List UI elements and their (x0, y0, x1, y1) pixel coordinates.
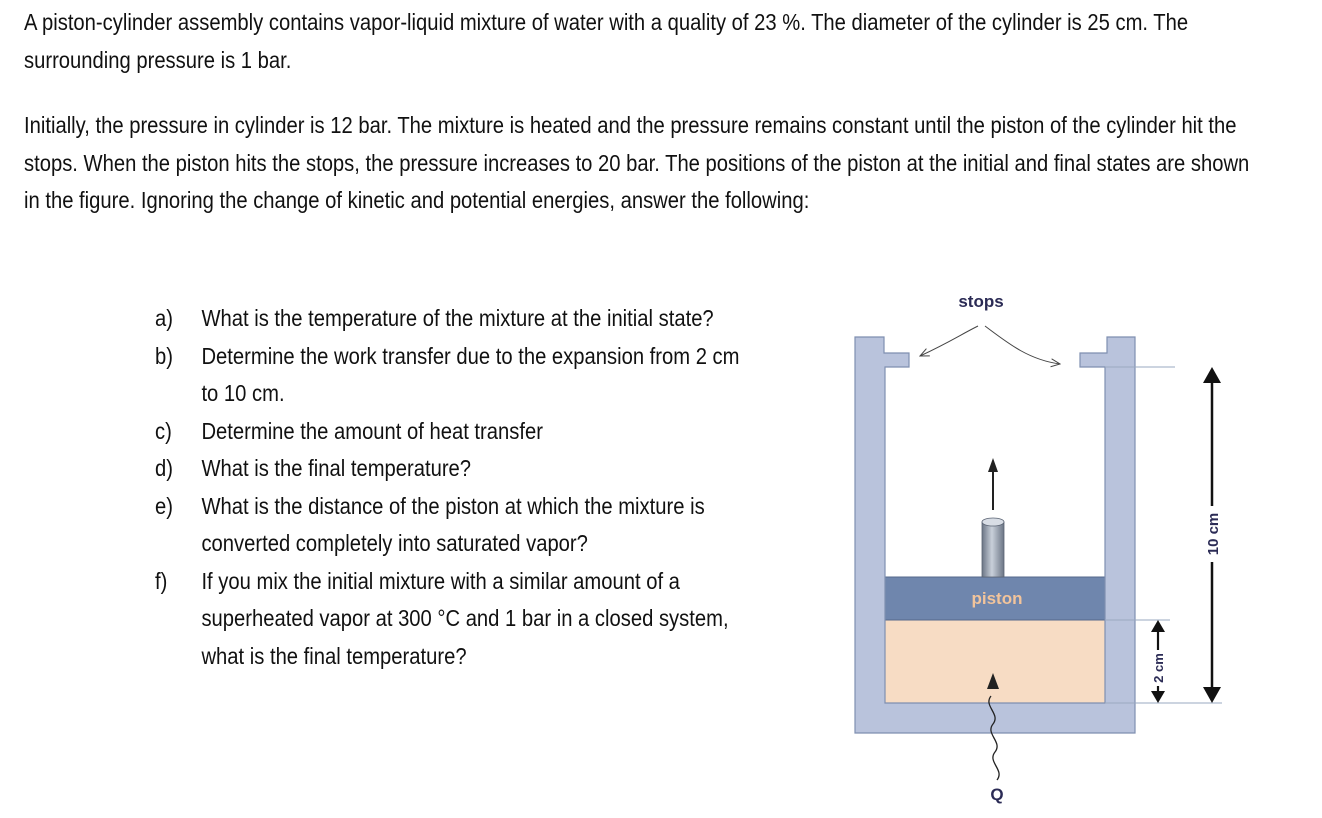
question-text: What is the temperature of the mixture at the initial state? (201, 305, 714, 331)
stops-pointer-left (920, 326, 978, 356)
question-text: If you mix the initial mixture with a similar amount of a superheated vapor at 300 °C and 1 bar in a closed system, what is the final temperature? (201, 567, 729, 669)
piston-rod (982, 518, 1004, 577)
heat-label: Q (990, 785, 1004, 804)
question-label: a) (155, 305, 173, 331)
stops-pointer-right (985, 326, 1060, 364)
fluid-region (885, 620, 1105, 703)
dimension-10cm-label: 10 cm (1205, 512, 1222, 556)
stops-label: stops (958, 292, 1004, 311)
question-text: What is the distance of the piston at which the mixture is converted completely into saturated vapor? (201, 492, 705, 556)
motion-arrow-icon (988, 458, 998, 510)
question-text: Determine the amount of heat transfer (201, 417, 543, 444)
problem-intro: A piston-cylinder assembly contains vapor-liquid mixture of water with a quality of 23 %. The diameter of the cylinder is 25 cm. The surrounding pressure is 1 bar. (24, 9, 1189, 73)
question-text: Determine the work transfer due to the expansion from 2 cm to 10 cm. (201, 342, 740, 406)
piston-label: piston (971, 589, 1023, 608)
question-label: f) (155, 567, 168, 594)
question-label: b) (155, 342, 173, 369)
problem-description: Initially, the pressure in cylinder is 12 bar. The mixture is heated and the pressure remains constant until the piston of the cylinder hit the stops. When the piston hits the stops, the pressure increases to 20 bar. The positions of the piston at the initial and final states are shown in the figure. Ignoring the change of kinetic and potential energies, answer the following: (24, 112, 1250, 213)
question-label: c) (155, 417, 172, 444)
question-label: d) (155, 455, 173, 481)
question-text: What is the final temperature? (201, 455, 472, 481)
dimension-2cm-label: 2 cm (1151, 653, 1166, 683)
question-label: e) (155, 492, 173, 519)
